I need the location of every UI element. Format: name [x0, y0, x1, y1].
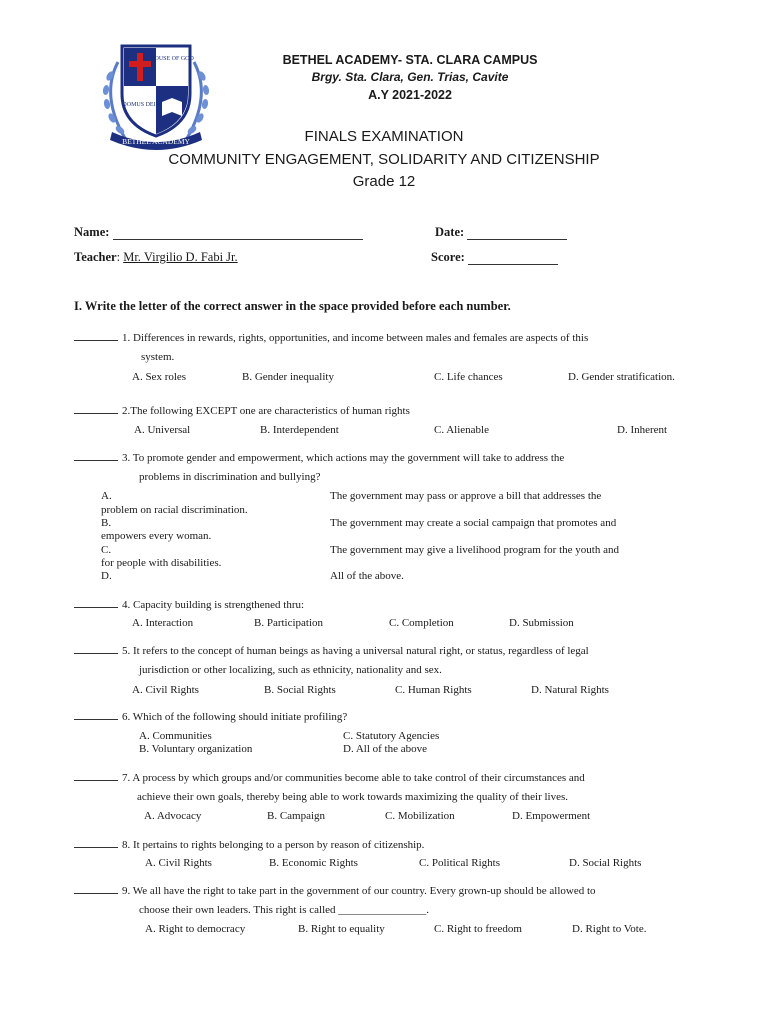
choice-text[interactable]: The government may pass or approve a bill that addresses the — [330, 490, 602, 502]
svg-text:DOMUS DEI: DOMUS DEI — [122, 102, 156, 108]
answer-blank[interactable] — [74, 450, 118, 461]
score-label: Score: — [431, 250, 465, 264]
question-text: 8. It pertains to rights belonging to a person by reason of citizenship. — [122, 839, 425, 851]
option[interactable]: D. Submission — [509, 617, 574, 629]
option[interactable]: B. Gender inequality — [242, 371, 334, 383]
question-text-cont: system. — [141, 351, 175, 363]
choice-letter[interactable]: A. — [101, 490, 112, 502]
option[interactable]: A. Civil Rights — [132, 684, 199, 696]
score-field[interactable] — [431, 250, 558, 265]
teacher-name: Mr. Virgilio D. Fabi Jr. — [123, 250, 238, 264]
option[interactable]: D. Natural Rights — [531, 684, 609, 696]
option[interactable]: B. Right to equality — [298, 923, 385, 935]
date-field[interactable] — [435, 225, 567, 240]
choice-text-cont: problem on racial discrimination. — [101, 504, 248, 516]
answer-blank[interactable] — [74, 643, 118, 654]
question-text-cont: jurisdiction or other localizing, such as ethnicity, nationality and sex. — [139, 664, 442, 676]
option[interactable]: D. Right to Vote. — [572, 923, 647, 935]
subject-title: COMMUNITY ENGAGEMENT, SOLIDARITY AND CITIZENSHIP — [168, 151, 600, 168]
question-text: 7. A process by which groups and/or communities become able to take control of their circumstances and — [122, 772, 585, 784]
option[interactable]: D. All of the above — [343, 743, 428, 755]
question-text: 3. To promote gender and empowerment, which actions may the government will take to address the — [122, 452, 565, 464]
answer-blank[interactable] — [74, 597, 118, 608]
option[interactable]: B. Social Rights — [264, 684, 336, 696]
teacher-label: Teacher — [74, 250, 117, 264]
choice-text[interactable]: The government may give a livelihood program for the youth and — [330, 544, 619, 556]
option[interactable]: C. Completion — [389, 617, 454, 629]
answer-blank[interactable] — [74, 883, 118, 894]
option[interactable]: A. Sex roles — [132, 371, 187, 383]
option[interactable]: C. Alienable — [434, 424, 489, 436]
date-label: Date: — [435, 225, 465, 239]
option[interactable]: B. Participation — [254, 617, 324, 629]
date-blank[interactable] — [467, 227, 567, 240]
choice-text[interactable]: All of the above. — [330, 570, 404, 582]
question-5 — [74, 643, 589, 657]
question-text: 2.The following EXCEPT one are characteristics of human rights — [122, 405, 410, 417]
academic-year: A.Y 2021-2022 — [368, 88, 452, 102]
answer-blank[interactable] — [74, 709, 118, 720]
grade-level: Grade 12 — [352, 173, 416, 190]
answer-blank[interactable] — [74, 403, 118, 414]
answer-blank[interactable] — [74, 330, 118, 341]
option[interactable]: D. Inherent — [617, 424, 668, 436]
question-2 — [74, 403, 410, 417]
option[interactable]: C. Statutory Agencies — [343, 730, 440, 742]
option[interactable]: A. Civil Rights — [145, 857, 212, 869]
question-1 — [74, 330, 588, 344]
answer-blank[interactable] — [74, 770, 118, 781]
option[interactable]: C. Mobilization — [385, 810, 455, 822]
option[interactable]: D. Empowerment — [512, 810, 591, 822]
option[interactable]: C. Human Rights — [395, 684, 472, 696]
option[interactable]: A. Communities — [139, 730, 212, 742]
question-9 — [74, 883, 596, 897]
option[interactable]: A. Right to democracy — [145, 923, 246, 935]
choice-text[interactable]: The government may create a social campaign that promotes and — [330, 517, 617, 529]
exam-title: FINALS EXAMINATION — [304, 128, 464, 145]
question-text-cont: achieve their own goals, thereby being able to work towards maximizing the quality of their lives. — [137, 791, 569, 803]
question-4 — [74, 597, 304, 611]
question-7 — [74, 770, 585, 784]
question-text-cont: problems in discrimination and bullying? — [139, 471, 321, 483]
choice-text-cont: empowers every woman. — [101, 530, 212, 542]
instruction: I. Write the letter of the correct answer in the space provided before each number. — [74, 299, 511, 313]
answer-blank[interactable] — [74, 837, 118, 848]
option[interactable]: B. Voluntary organization — [139, 743, 253, 755]
question-text: 4. Capacity building is strengthened thru: — [122, 599, 305, 611]
option[interactable]: C. Life chances — [434, 371, 503, 383]
svg-text:HOUSE OF GOD: HOUSE OF GOD — [150, 56, 194, 62]
choice-letter[interactable]: B. — [101, 517, 112, 529]
teacher-field — [74, 250, 238, 265]
option[interactable]: A. Interaction — [132, 617, 194, 629]
question-text: 5. It refers to the concept of human beings as having a universal natural right, or status, regardless of legal — [122, 645, 589, 657]
svg-text:BETHEL ACADEMY: BETHEL ACADEMY — [122, 137, 190, 146]
choice-text-cont: for people with disabilities. — [101, 557, 222, 569]
name-label: Name: — [74, 225, 110, 239]
school-address: Brgy. Sta. Clara, Gen. Trias, Cavite — [311, 70, 509, 84]
option[interactable]: B. Economic Rights — [269, 857, 358, 869]
option[interactable]: D. Social Rights — [569, 857, 642, 869]
question-text: 1. Differences in rewards, rights, opportunities, and income between males and females are aspects of this — [122, 332, 589, 344]
option[interactable]: A. Advocacy — [144, 810, 202, 822]
option[interactable]: D. Gender stratification. — [568, 371, 675, 383]
option[interactable]: A. Universal — [134, 424, 191, 436]
option[interactable]: C. Political Rights — [419, 857, 500, 869]
score-blank[interactable] — [468, 252, 558, 265]
question-text-cont: choose their own leaders. This right is called ________________. — [139, 904, 430, 916]
option[interactable]: C. Right to freedom — [434, 923, 522, 935]
question-8 — [74, 837, 424, 851]
name-blank[interactable] — [113, 227, 363, 240]
question-3 — [74, 450, 564, 464]
teacher-colon: : — [116, 250, 124, 264]
option[interactable]: B. Campaign — [267, 810, 326, 822]
choice-letter[interactable]: D. — [101, 570, 112, 582]
question-text: 6. Which of the following should initiate profiling? — [122, 711, 348, 723]
name-field[interactable] — [74, 225, 363, 240]
choice-letter[interactable]: C. — [101, 544, 112, 556]
question-text: 9. We all have the right to take part in the government of our country. Every grown-up should be allowed to — [122, 885, 596, 897]
school-name: BETHEL ACADEMY- STA. CLARA CAMPUS — [282, 53, 538, 67]
option[interactable]: B. Interdependent — [260, 424, 339, 436]
question-6 — [74, 709, 347, 723]
